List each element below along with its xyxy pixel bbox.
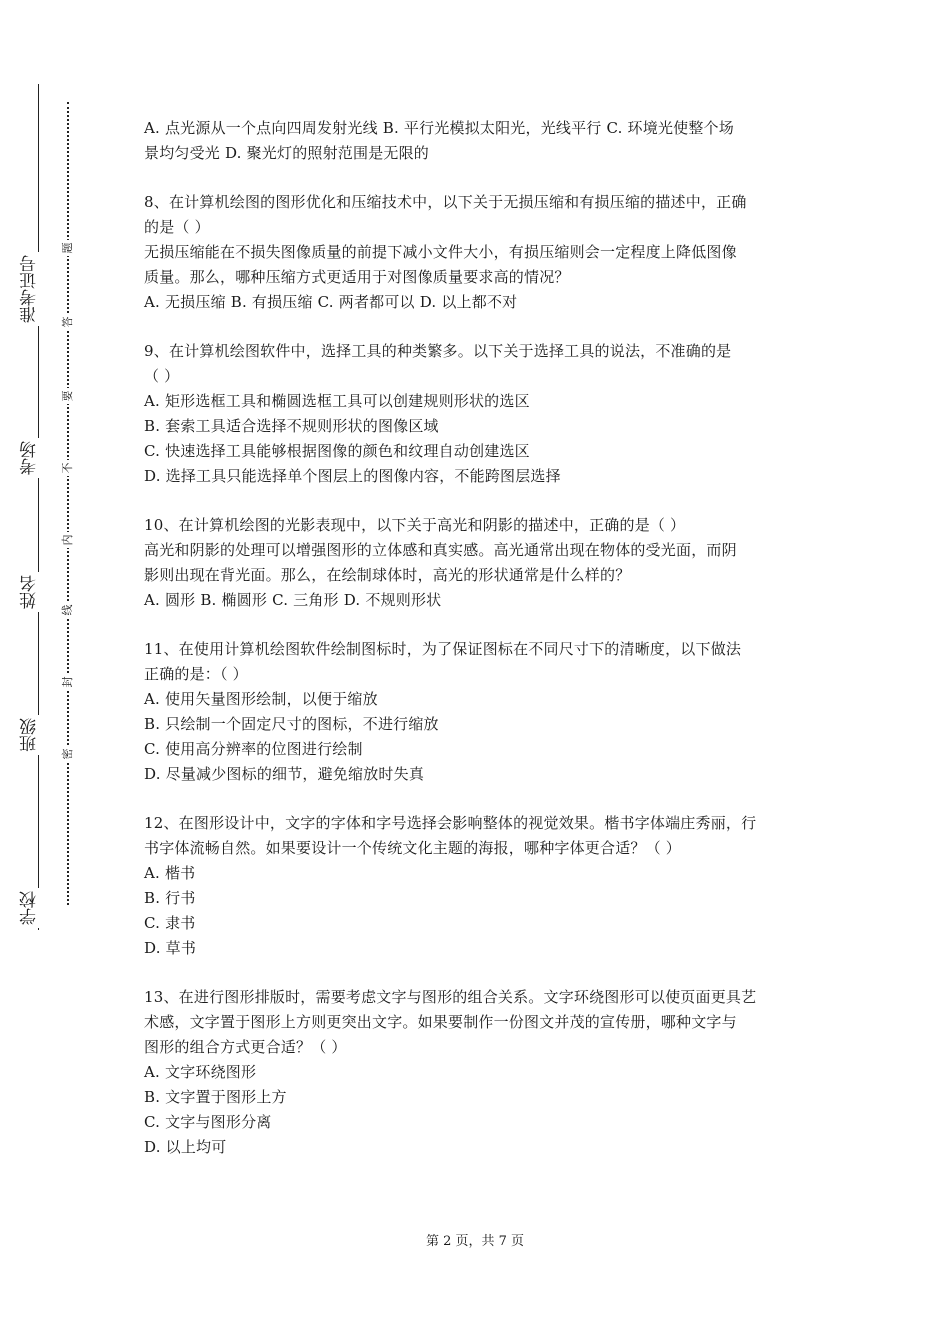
answer-options: A. 圆形 B. 椭圆形 C. 三角形 D. 不规则形状 — [144, 591, 442, 609]
binding-margin — [0, 0, 110, 1344]
binding-dotted-line — [67, 102, 69, 905]
field-label-class: 班级 — [22, 715, 54, 755]
question-stem: 书字体流畅自然。如果要设计一个传统文化主题的海报，哪种字体更合适？（ ） — [144, 839, 681, 857]
field-label-name: 姓名 — [22, 572, 54, 612]
text-line: A. 点光源从一个点向四周发射光线 B. 平行光模拟太阳光，光线平行 C. 环境光使整个场 — [144, 119, 734, 137]
option-a: A. 楷书 — [144, 864, 196, 882]
option-c: C. 快速选择工具能够根据图像的颜色和纹理自动创建选区 — [144, 442, 530, 460]
option-b: B. 行书 — [144, 889, 196, 907]
warning-char: 答 — [60, 314, 76, 330]
question-stem: 8、在计算机绘图的图形优化和压缩技术中，以下关于无损压缩和有损压缩的描述中，正确 — [144, 193, 747, 211]
warning-char: 要 — [60, 388, 76, 404]
option-d: D. 选择工具只能选择单个图层上的图像内容，不能跨图层选择 — [144, 467, 561, 485]
warning-char: 线 — [60, 602, 76, 618]
field-label-school: 学校 — [22, 888, 54, 928]
text-line: 影则出现在背光面。那么，在绘制球体时，高光的形状通常是什么样的？ — [144, 566, 631, 584]
question-stem: 术感，文字置于图形上方则更突出文字。如果要制作一份图文并茂的宣传册，哪种文字与 — [144, 1013, 737, 1031]
field-label-exam-number: 准考证号 — [22, 252, 54, 326]
question-10 — [144, 513, 814, 613]
text-line: 质量。那么，哪种压缩方式更适用于对图像质量要求高的情况？ — [144, 268, 570, 286]
option-b: B. 文字置于图形上方 — [144, 1088, 287, 1106]
option-c: C. 隶书 — [144, 914, 196, 932]
warning-char: 题 — [60, 240, 76, 256]
question-stem: 9、在计算机绘图软件中，选择工具的种类繁多。以下关于选择工具的说法，不准确的是 — [144, 342, 732, 360]
option-a: A. 文字环绕图形 — [144, 1063, 257, 1081]
option-a: A. 使用矢量图形绘制，以便于缩放 — [144, 690, 378, 708]
question-stem: 11、在使用计算机绘图软件绘制图标时，为了保证图标在不同尺寸下的清晰度，以下做法 — [144, 640, 742, 658]
option-b: B. 只绘制一个固定尺寸的图标，不进行缩放 — [144, 715, 439, 733]
question-stem: 10、在计算机绘图的光影表现中，以下关于高光和阴影的描述中，正确的是（ ） — [144, 516, 686, 534]
warning-char: 不 — [60, 460, 76, 476]
option-c: C. 文字与图形分离 — [144, 1113, 272, 1131]
option-c: C. 使用高分辨率的位图进行绘制 — [144, 740, 363, 758]
warning-char: 密 — [60, 746, 76, 762]
text-line: 无损压缩能在不损失图像质量的前提下减小文件大小，有损压缩则会一定程度上降低图像 — [144, 243, 737, 261]
question-7-options — [144, 116, 814, 166]
option-b: B. 套索工具适合选择不规则形状的图像区域 — [144, 417, 439, 435]
binding-solid-line — [38, 84, 39, 930]
question-stem: 12、在图形设计中，文字的字体和字号选择会影响整体的视觉效果。楷书字体端庄秀丽，行 — [144, 814, 757, 832]
question-11 — [144, 637, 814, 787]
text-line: 高光和阴影的处理可以增强图形的立体感和真实感。高光通常出现在物体的受光面，而阴 — [144, 541, 737, 559]
option-d: D. 以上均可 — [144, 1138, 227, 1156]
question-stem: 的是（ ） — [144, 218, 210, 236]
question-13 — [144, 985, 814, 1160]
answer-options: A. 无损压缩 B. 有损压缩 C. 两者都可以 D. 以上都不对 — [144, 293, 518, 311]
warning-char: 封 — [60, 674, 76, 690]
option-d: D. 尽量减少图标的细节，避免缩放时失真 — [144, 765, 425, 783]
field-label-exam-room: 考场 — [22, 438, 54, 478]
option-d: D. 草书 — [144, 939, 197, 957]
warning-char: 内 — [60, 532, 76, 548]
question-stem: 正确的是：（ ） — [144, 665, 248, 683]
question-12 — [144, 811, 814, 961]
question-9 — [144, 339, 814, 489]
question-8 — [144, 190, 814, 315]
question-content — [144, 116, 814, 1184]
option-a: A. 矩形选框工具和椭圆选框工具可以创建规则形状的选区 — [144, 392, 530, 410]
question-stem: 13、在进行图形排版时，需要考虑文字与图形的组合关系。文字环绕图形可以使页面更具艺 — [144, 988, 757, 1006]
page-number: 第 2 页，共 7 页 — [425, 1234, 525, 1249]
text-line: 景均匀受光 D. 聚光灯的照射范围是无限的 — [144, 144, 429, 162]
question-stem: 图形的组合方式更合适？（ ） — [144, 1038, 347, 1056]
question-stem: （ ） — [144, 367, 180, 385]
